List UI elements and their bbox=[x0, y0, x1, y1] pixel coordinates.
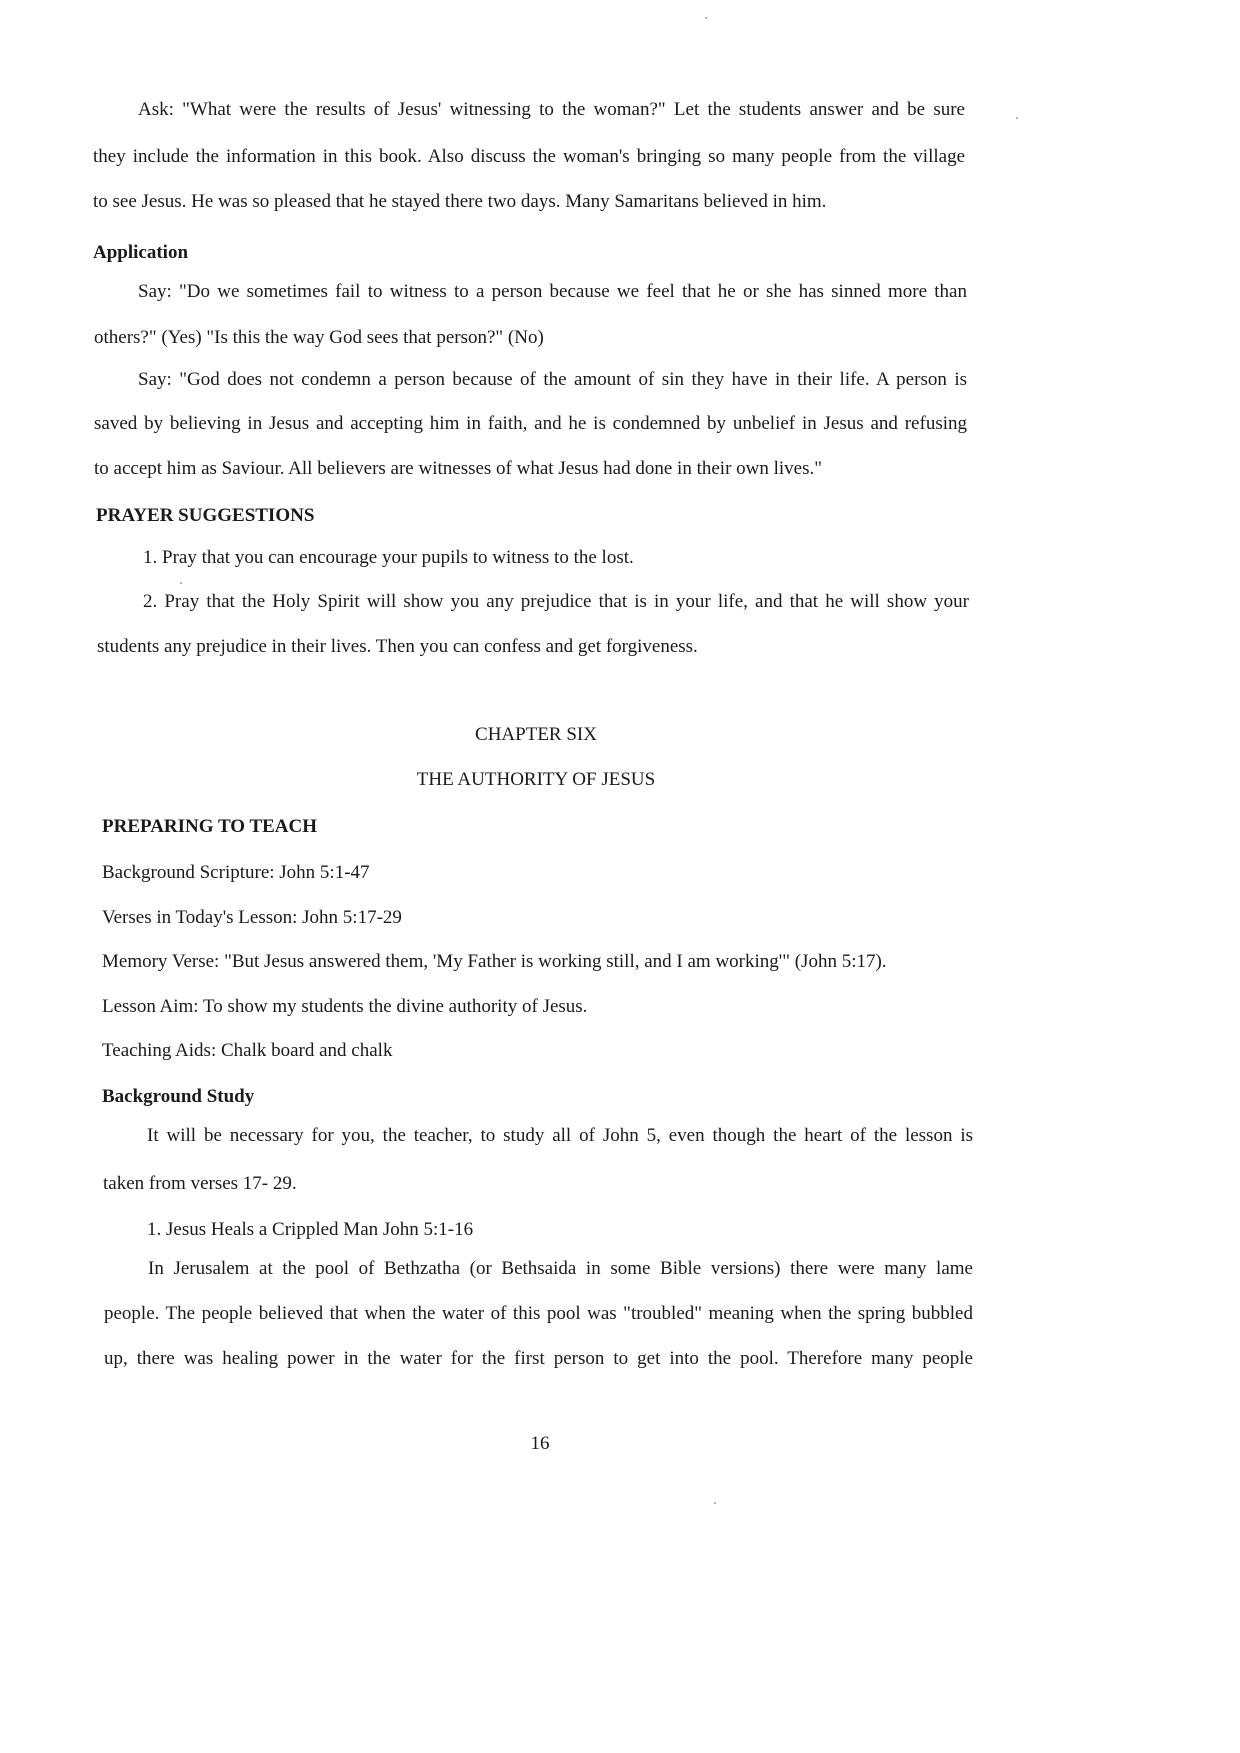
paragraph-line: they include the information in this book. Also discuss the woman's bringing so many people from the village bbox=[93, 146, 965, 167]
preparing-heading: PREPARING TO TEACH bbox=[102, 816, 318, 837]
lesson-aim: Lesson Aim: To show my students the divine authority of Jesus. bbox=[102, 996, 588, 1017]
prayer-item: 1. Pray that you can encourage your pupils to witness to the lost. bbox=[143, 547, 634, 568]
paragraph-line: Ask: "What were the results of Jesus' witnessing to the woman?" Let the students answer and be sure bbox=[138, 99, 965, 120]
paragraph-line: others?" (Yes) "Is this the way God sees that person?" (No) bbox=[94, 327, 544, 348]
scan-speck bbox=[1016, 117, 1018, 119]
list-item: 1. Jesus Heals a Crippled Man John 5:1-16 bbox=[147, 1219, 474, 1240]
paragraph-line: Say: "Do we sometimes fail to witness to a person because we feel that he or she has sinned more than bbox=[138, 281, 967, 302]
scan-speck bbox=[714, 1502, 716, 1504]
memory-verse: Memory Verse: "But Jesus answered them, 'My Father is working still, and I am working'" (John 5:17). bbox=[102, 951, 887, 972]
paragraph-line: up, there was healing power in the water for the first person to get into the pool. Therefore many people bbox=[104, 1348, 973, 1369]
page-number: 16 bbox=[530, 1433, 550, 1454]
application-heading: Application bbox=[93, 242, 189, 263]
paragraph-line: to see Jesus. He was so pleased that he stayed there two days. Many Samaritans believed in him. bbox=[93, 191, 827, 212]
background-study-heading: Background Study bbox=[102, 1086, 255, 1107]
chapter-title: THE AUTHORITY OF JESUS bbox=[416, 769, 656, 790]
chapter-label: CHAPTER SIX bbox=[475, 724, 597, 745]
scan-speck bbox=[180, 582, 182, 584]
teaching-aids: Teaching Aids: Chalk board and chalk bbox=[102, 1040, 393, 1061]
prayer-item-continuation: students any prejudice in their lives. Then you can confess and get forgiveness. bbox=[97, 636, 698, 657]
paragraph-line: saved by believing in Jesus and accepting him in faith, and he is condemned by unbelief in Jesus and refusing bbox=[94, 413, 967, 434]
verses-in-lesson: Verses in Today's Lesson: John 5:17-29 bbox=[102, 907, 402, 928]
paragraph-line: to accept him as Saviour. All believers are witnesses of what Jesus had done in their own lives." bbox=[94, 458, 823, 479]
background-scripture: Background Scripture: John 5:1-47 bbox=[102, 862, 370, 883]
paragraph-line: Say: "God does not condemn a person because of the amount of sin they have in their life. A person is bbox=[138, 369, 967, 390]
prayer-suggestions-heading: PRAYER SUGGESTIONS bbox=[96, 505, 315, 526]
paragraph-line: In Jerusalem at the pool of Bethzatha (or Bethsaida in some Bible versions) there were many lame bbox=[148, 1258, 973, 1279]
paragraph-line: taken from verses 17- 29. bbox=[103, 1173, 297, 1194]
scan-speck bbox=[705, 17, 707, 19]
prayer-item: 2. Pray that the Holy Spirit will show you any prejudice that is in your life, and that he will show your bbox=[143, 591, 969, 612]
paragraph-line: It will be necessary for you, the teacher, to study all of John 5, even though the heart of the lesson is bbox=[147, 1125, 973, 1146]
paragraph-line: people. The people believed that when the water of this pool was "troubled" meaning when the spring bubbled bbox=[104, 1303, 973, 1324]
